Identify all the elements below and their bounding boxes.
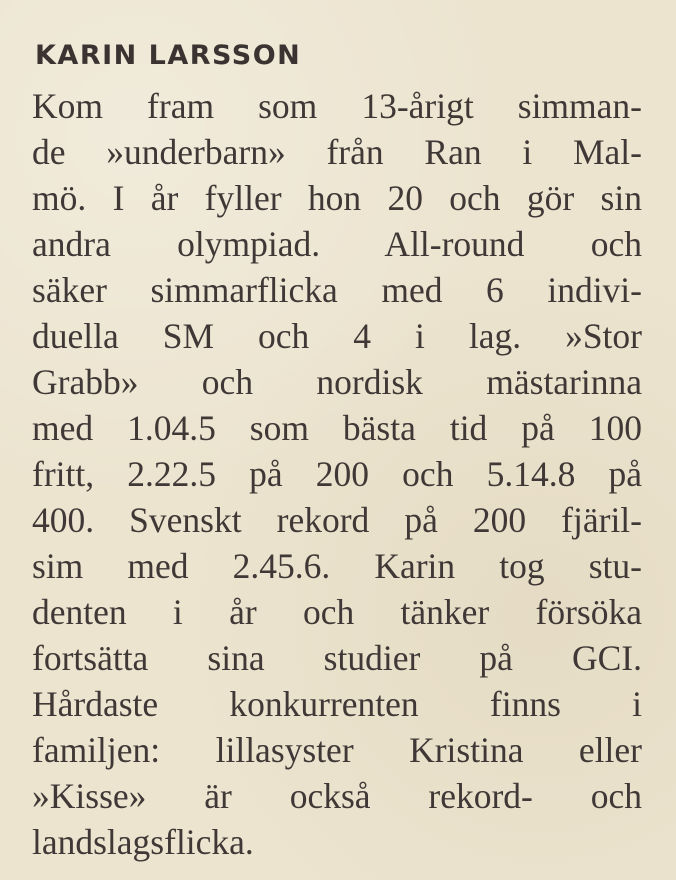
article-line: Kom fram som 13-årigt simman- bbox=[32, 86, 642, 126]
article-line: duella SM och 4 i lag. »Stor bbox=[32, 316, 642, 356]
article-line: fritt, 2.22.5 på 200 och 5.14.8 på bbox=[32, 454, 642, 494]
article-line: Hårdaste konkurrenten finns i bbox=[32, 684, 642, 724]
article-line: Grabb» och nordisk mästarinna bbox=[32, 362, 642, 402]
article-line: säker simmarflicka med 6 indivi- bbox=[32, 270, 642, 310]
article-line: familjen: lillasyster Kristina eller bbox=[32, 730, 642, 770]
article-body bbox=[32, 83, 642, 865]
article-heading: KARIN LARSSON bbox=[35, 40, 302, 71]
article-line: »Kisse» är också rekord- och bbox=[32, 776, 642, 816]
article-line: sim med 2.45.6. Karin tog stu- bbox=[32, 546, 642, 586]
article-line: med 1.04.5 som bästa tid på 100 bbox=[32, 408, 642, 448]
article-line: 400. Svenskt rekord på 200 fjäril- bbox=[32, 500, 642, 540]
article-line: mö. I år fyller hon 20 och gör sin bbox=[32, 178, 642, 218]
article-line: landslagsflicka. bbox=[32, 822, 254, 862]
article-line: andra olympiad. All-round och bbox=[32, 224, 642, 264]
article-line: fortsätta sina studier på GCI. bbox=[32, 638, 642, 678]
article-line: de »underbarn» från Ran i Mal- bbox=[32, 132, 642, 172]
article-line: denten i år och tänker försöka bbox=[32, 592, 642, 632]
